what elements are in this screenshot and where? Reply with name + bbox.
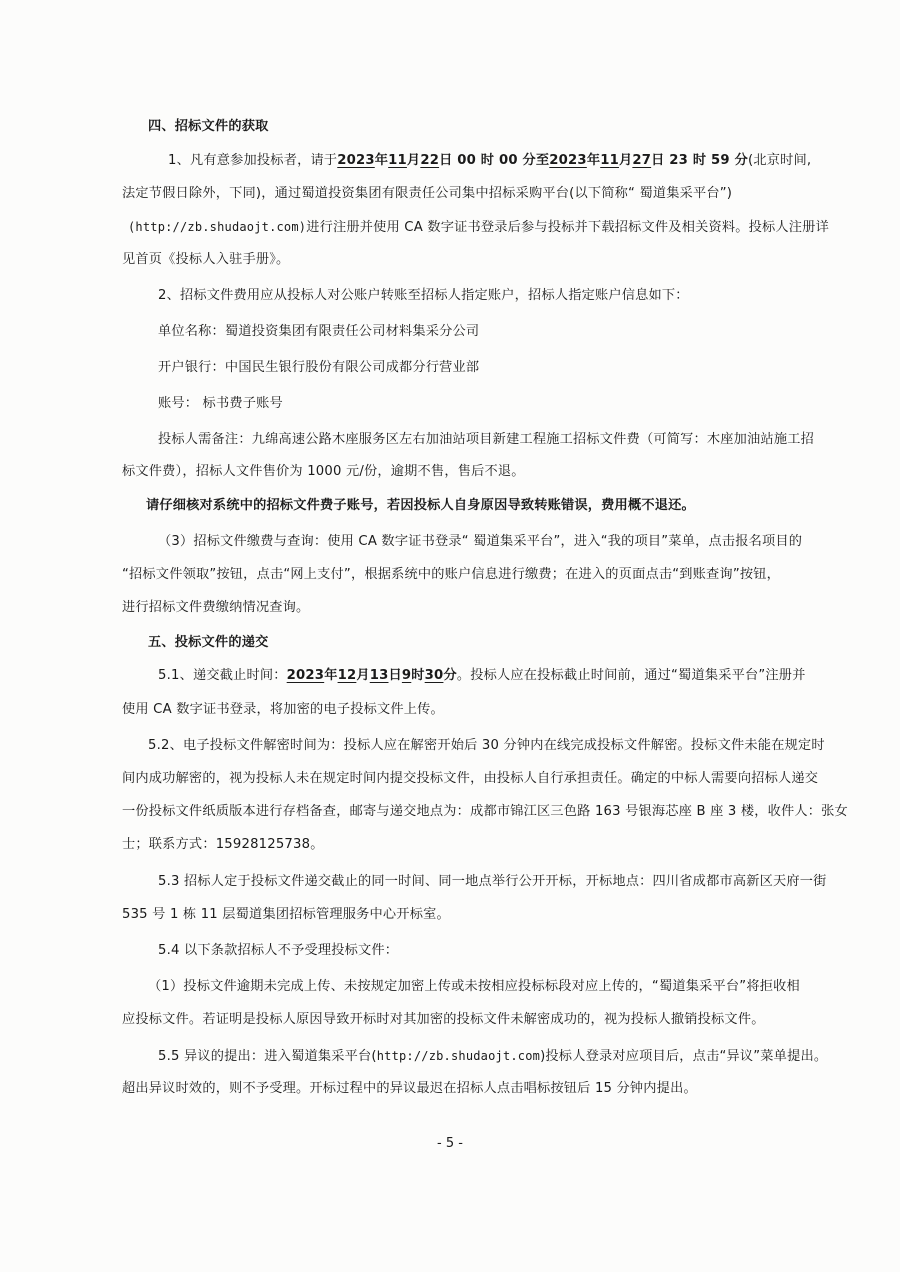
section-4-para-1-line-4: 见首页《投标人入驻手册》。 [122,252,290,267]
payment-remark-line-1: 投标人需备注：九绵高速公路木座服务区左右加油站项目新建工程施工招标文件费（可简写：木座加油站施工招 [158,432,814,447]
section-5-2-line-1: 5.2、电子投标文件解密时间为：投标人应在解密开始后 30 分钟内在线完成投标文件解密。投标文件未能在规定时 [148,738,825,753]
section-4-para-2: 2、招标文件费用应从投标人对公账户转账至招标人指定账户，招标人指定账户信息如下： [158,288,689,303]
section-4-para-3-line-1: （3）招标文件缴费与查询：使用 CA 数字证书登录“ 蜀道集采平台”，进入“我的项目”菜单，点击报名项目的 [158,534,803,549]
section-5-heading: 五、投标文件的递交 [148,635,269,650]
section-5-3-line-2: 535 号 1 栋 11 层蜀道集团招标管理服务中心开标室。 [122,907,450,922]
page-number: - 5 - [437,1136,463,1151]
section-4-para-1-line-3: (http://zb.shudaojt.com)进行注册并使用 CA 数字证书登录后参与投标并下载招标文件及相关资料。投标人注册详 [128,220,829,235]
section-4-para-1-line-2: 法定节假日除外，下同)，通过蜀道投资集团有限责任公司集中招标采购平台(以下简称“ 蜀道集采平台”) [122,186,733,201]
section-5-2-line-2: 间内成功解密的，视为投标人未在规定时间内提交投标文件，由投标人自行承担责任。确定的中标人需要向招标人递交 [122,771,819,786]
section-5-1-line-2: 使用 CA 数字证书登录，将加密的电子投标文件上传。 [122,702,444,717]
account-bank: 开户银行：中国民生银行股份有限公司成都分行营业部 [158,360,480,375]
section-5-4-item-1-line-2: 应投标文件。若证明是投标人原因导致开标时对其加密的投标文件未解密成功的，视为投标人撤销投标文件。 [122,1012,765,1027]
section-4-para-1-line-1: 1、凡有意参加投标者，请于2023年11月22日 00 时 00 分至2023年11月27日 23 时 59 分(北京时间, [168,153,812,168]
platform-url: (http://zb.shudaojt.com) [128,220,307,234]
section-5-1-line-1: 5.1、递交截止时间：2023年12月13日9时30分。投标人应在投标截止时间前，通过“蜀道集采平台”注册并 [158,668,806,683]
payment-warning: 请仔细核对系统中的招标文件费子账号，若因投标人自身原因导致转账错误，费用概不退还。 [146,498,695,513]
section-5-4: 5.4 以下条款招标人不予受理投标文件： [158,943,399,958]
section-5-4-item-1-line-1: （1）投标文件逾期未完成上传、未按规定加密上传或未按相应投标标段对应上传的，“蜀道集采平台”将拒收相 [148,979,800,994]
section-5-2-line-4: 士；联系方式：15928125738。 [122,837,324,852]
section-5-5-line-2: 超出异议时效的，则不予受理。开标过程中的异议最迟在招标人点击唱标按钮后 15 分钟内提出。 [122,1081,697,1096]
section-4-heading: 四、招标文件的获取 [148,119,269,134]
section-4-para-3-line-3: 进行招标文件费缴纳情况查询。 [122,600,310,615]
payment-remark-line-2: 标文件费），招标人文件售价为 1000 元/份，逾期不售，售后不退。 [122,464,525,479]
section-5-2-line-3: 一份投标文件纸质版本进行存档备查，邮寄与递交地点为：成都市锦江区三色路 163 号银海芯座 B 座 3 楼，收件人：张女 [122,804,848,819]
account-unit-name: 单位名称：蜀道投资集团有限责任公司材料集采分公司 [158,324,480,339]
account-number: 账号： 标书费子账号 [158,396,283,411]
section-5-5-line-1: 5.5 异议的提出：进入蜀道集采平台(http://zb.shudaojt.com)投标人登录对应项目后，点击“异议”菜单提出。 [158,1049,828,1064]
section-4-para-3-line-2: “招标文件领取”按钮，点击“网上支付”，根据系统中的账户信息进行缴费；在进入的页面点击“到账查询”按钮， [122,567,781,582]
objection-url: http://zb.shudaojt.com [376,1049,541,1063]
section-5-3-line-1: 5.3 招标人定于投标文件递交截止的同一时间、同一地点举行公开开标，开标地点：四川省成都市高新区天府一街 [158,874,827,889]
